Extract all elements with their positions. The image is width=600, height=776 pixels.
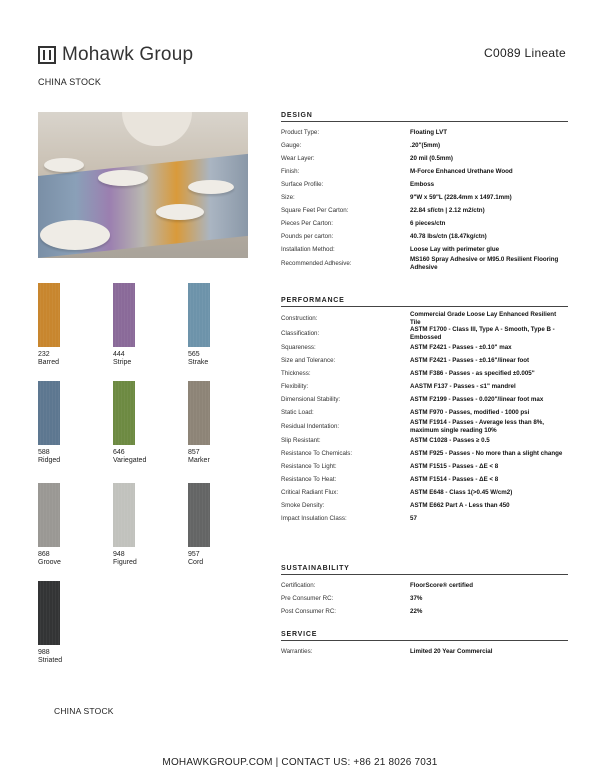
spec-row bbox=[281, 191, 568, 204]
spec-value: 22% bbox=[410, 607, 423, 615]
swatch-code: 565 bbox=[188, 351, 200, 358]
spec-value: FloorScore® certified bbox=[410, 581, 474, 589]
spec-value: 20 mil (0.5mm) bbox=[410, 154, 453, 162]
performance-rows bbox=[281, 311, 568, 525]
performance-section bbox=[281, 297, 568, 525]
swatch-name: Figured bbox=[113, 559, 137, 566]
design-rows bbox=[281, 126, 568, 271]
spec-value: ASTM F1700 - Class III, Type A - Smooth, Type B - Embossed bbox=[410, 326, 555, 341]
spec-value: MS160 Spray Adhesive or M95.0 Resilient Flooring Adhesive bbox=[410, 256, 559, 271]
swatch-chip bbox=[113, 283, 135, 347]
ceiling-arch bbox=[122, 112, 192, 146]
spec-row bbox=[281, 256, 568, 271]
spec-value: Limited 20 Year Commercial bbox=[410, 647, 493, 655]
swatch-item bbox=[38, 581, 62, 665]
sustainability-rows bbox=[281, 579, 568, 618]
swatch-name: Variegated bbox=[113, 457, 147, 464]
swatch-chip bbox=[38, 283, 60, 347]
sustainability-section bbox=[281, 565, 568, 618]
ottoman-seat bbox=[156, 204, 204, 220]
swatch-item bbox=[113, 283, 135, 367]
spec-row bbox=[281, 447, 568, 460]
spec-row bbox=[281, 204, 568, 217]
section-heading: PERFORMANCE bbox=[281, 297, 568, 307]
spec-row bbox=[281, 460, 568, 473]
swatch-chip bbox=[188, 283, 210, 347]
spec-row bbox=[281, 311, 568, 326]
swatch-code: 444 bbox=[113, 351, 125, 358]
spec-value: ASTM F2421 - Passes - ±0.16"/linear foot bbox=[410, 356, 530, 364]
spec-value: ASTM F386 - Passes - as specified ±0.005" bbox=[410, 369, 535, 377]
spec-label: Post Consumer RC: bbox=[281, 608, 337, 615]
spec-label: Warranties: bbox=[281, 648, 313, 655]
spec-row bbox=[281, 645, 568, 658]
spec-value: ASTM F1515 - Passes - ΔE < 8 bbox=[410, 462, 499, 470]
section-heading: DESIGN bbox=[281, 112, 568, 122]
spec-label: Pre Consumer RC: bbox=[281, 595, 334, 602]
spec-value: Commercial Grade Loose Lay Enhanced Resilient Tile bbox=[410, 311, 557, 326]
swatch-name: Striated bbox=[38, 657, 63, 664]
swatch-item bbox=[113, 381, 146, 465]
footer-contact: MOHAWKGROUP.COM | CONTACT US: +86 21 8026 7031 bbox=[162, 757, 438, 768]
swatch-code: 588 bbox=[38, 449, 50, 456]
spec-row bbox=[281, 473, 568, 486]
spec-row bbox=[281, 243, 568, 256]
spec-row bbox=[281, 139, 568, 152]
spec-value: ASTM F1914 - Passes - Average less than 8%, maximum single reading 10% bbox=[410, 419, 545, 434]
spec-row bbox=[281, 592, 568, 605]
spec-value: 37% bbox=[410, 594, 423, 602]
service-rows bbox=[281, 645, 568, 658]
spec-row bbox=[281, 406, 568, 419]
spec-row bbox=[281, 419, 568, 434]
swatch-item bbox=[188, 381, 210, 465]
swatch-chip bbox=[38, 581, 60, 645]
spec-value: ASTM F2199 - Passes - 0.020"/linear foot max bbox=[410, 395, 544, 403]
spec-value: 6 pieces/ctn bbox=[410, 219, 446, 227]
spec-label: Pieces Per Carton: bbox=[281, 220, 333, 227]
spec-label: Construction: bbox=[281, 315, 318, 322]
spec-row bbox=[281, 499, 568, 512]
spec-row bbox=[281, 152, 568, 165]
swatch-name: Cord bbox=[188, 559, 204, 566]
product-code: C0089 Lineate bbox=[484, 46, 566, 60]
swatch-chip bbox=[113, 483, 135, 547]
swatch-item bbox=[38, 483, 61, 567]
spec-label: Surface Profile: bbox=[281, 181, 324, 188]
spec-row bbox=[281, 434, 568, 447]
spec-row bbox=[281, 512, 568, 525]
spec-label: Critical Radiant Flux: bbox=[281, 489, 339, 496]
ottoman-seat bbox=[188, 180, 234, 194]
ottoman-seat bbox=[98, 170, 148, 186]
spec-label: Dimensional Stability: bbox=[281, 396, 341, 403]
spec-label: Slip Resistant: bbox=[281, 437, 321, 444]
footer-stock-label: CHINA STOCK bbox=[54, 706, 114, 716]
swatch-item bbox=[188, 283, 210, 367]
swatch-chip bbox=[188, 483, 210, 547]
swatch-code: 868 bbox=[38, 551, 50, 558]
spec-value: ASTM F970 - Passes, modified - 1000 psi bbox=[410, 408, 530, 416]
spec-value: 40.78 lbs/ctn (18.47kg/ctn) bbox=[410, 232, 487, 240]
swatch-item bbox=[188, 483, 210, 567]
spec-value: M-Force Enhanced Urethane Wood bbox=[410, 167, 513, 175]
swatch-chip bbox=[113, 381, 135, 445]
spec-row bbox=[281, 165, 568, 178]
spec-row bbox=[281, 341, 568, 354]
spec-value: ASTM E662 Part A - Less than 450 bbox=[410, 501, 510, 509]
spec-value: ASTM F1514 - Passes - ΔE < 8 bbox=[410, 475, 499, 483]
spec-value: Floating LVT bbox=[410, 128, 448, 136]
spec-value: ASTM F925 - Passes - No more than a slight change bbox=[410, 449, 563, 457]
spec-label: Recommended Adhesive: bbox=[281, 260, 352, 267]
section-heading: SUSTAINABILITY bbox=[281, 565, 568, 575]
brand-name: Mohawk Group bbox=[62, 44, 194, 65]
spec-label: Resistance To Light: bbox=[281, 463, 337, 470]
spec-value: Loose Lay with perimeter glue bbox=[410, 245, 500, 253]
spec-value: ASTM F2421 - Passes - ±0.10" max bbox=[410, 343, 512, 351]
spec-label: Pounds per carton: bbox=[281, 233, 334, 240]
spec-value: 22.84 sf/ctn | 2.12 m2/ctn) bbox=[410, 206, 485, 214]
swatch-code: 646 bbox=[113, 449, 125, 456]
spec-label: Gauge: bbox=[281, 142, 302, 149]
room-scene-image bbox=[38, 112, 248, 258]
spec-row bbox=[281, 605, 568, 618]
spec-value: ASTM C1028 - Passes ≥ 0.5 bbox=[410, 436, 490, 444]
spec-label: Size and Tolerance: bbox=[281, 357, 336, 364]
spec-label: Finish: bbox=[281, 168, 300, 175]
spec-row bbox=[281, 579, 568, 592]
spec-label: Impact Insulation Class: bbox=[281, 515, 347, 522]
spec-value: 57 bbox=[410, 514, 417, 522]
service-section bbox=[281, 631, 568, 658]
section-heading: SERVICE bbox=[281, 631, 568, 641]
swatch-item bbox=[38, 283, 60, 367]
spec-label: Installation Method: bbox=[281, 246, 335, 253]
spec-row bbox=[281, 367, 568, 380]
swatch-item bbox=[113, 483, 137, 567]
swatch-code: 857 bbox=[188, 449, 200, 456]
swatch-item bbox=[38, 381, 60, 465]
swatch-name: Ridged bbox=[38, 457, 61, 464]
spec-value: AASTM F137 - Passes - ≤1" mandrel bbox=[410, 382, 516, 390]
spec-label: Size: bbox=[281, 194, 295, 201]
spec-label: Product Type: bbox=[281, 129, 320, 136]
swatch-code: 957 bbox=[188, 551, 200, 558]
stock-label: CHINA STOCK bbox=[38, 77, 102, 87]
spec-row bbox=[281, 178, 568, 191]
swatch-chip bbox=[188, 381, 210, 445]
spec-label: Squareness: bbox=[281, 344, 316, 351]
spec-row bbox=[281, 217, 568, 230]
swatch-chip bbox=[38, 381, 60, 445]
spec-value: .20"(5mm) bbox=[410, 141, 441, 149]
spec-label: Thickness: bbox=[281, 370, 311, 377]
spec-label: Square Feet Per Carton: bbox=[281, 207, 349, 214]
swatch-code: 948 bbox=[113, 551, 125, 558]
spec-value: ASTM E648 - Class 1(>0.45 W/cm2) bbox=[410, 488, 513, 496]
spec-row bbox=[281, 354, 568, 367]
spec-label: Certification: bbox=[281, 582, 316, 589]
swatch-code: 988 bbox=[38, 649, 50, 656]
spec-row bbox=[281, 393, 568, 406]
mohawk-logo-icon bbox=[38, 46, 56, 64]
spec-label: Smoke Density: bbox=[281, 502, 325, 509]
swatch-name: Barred bbox=[38, 359, 60, 366]
spec-row bbox=[281, 126, 568, 139]
spec-row bbox=[281, 486, 568, 499]
spec-value: 9"W x 59"L (228.4mm x 1497.1mm) bbox=[410, 193, 512, 201]
swatch-name: Marker bbox=[188, 457, 210, 464]
design-section bbox=[281, 112, 568, 271]
spec-label: Wear Layer: bbox=[281, 155, 315, 162]
spec-label: Static Load: bbox=[281, 409, 314, 416]
ottoman-seat bbox=[40, 220, 110, 250]
spec-row bbox=[281, 326, 568, 341]
spec-label: Residual Indentation: bbox=[281, 423, 340, 430]
spec-label: Resistance To Chemicals: bbox=[281, 450, 353, 457]
brand-logo bbox=[38, 44, 193, 66]
swatch-name: Strake bbox=[188, 359, 209, 366]
ottoman-seat bbox=[44, 158, 84, 172]
spec-label: Resistance To Heat: bbox=[281, 476, 337, 483]
swatch-name: Stripe bbox=[113, 359, 132, 366]
spec-value: Emboss bbox=[410, 180, 435, 188]
swatch-chip bbox=[38, 483, 60, 547]
spec-row bbox=[281, 230, 568, 243]
spec-label: Classification: bbox=[281, 330, 320, 337]
spec-row bbox=[281, 380, 568, 393]
swatch-name: Groove bbox=[38, 559, 61, 566]
swatch-code: 232 bbox=[38, 351, 50, 358]
spec-label: Flexibility: bbox=[281, 383, 309, 390]
